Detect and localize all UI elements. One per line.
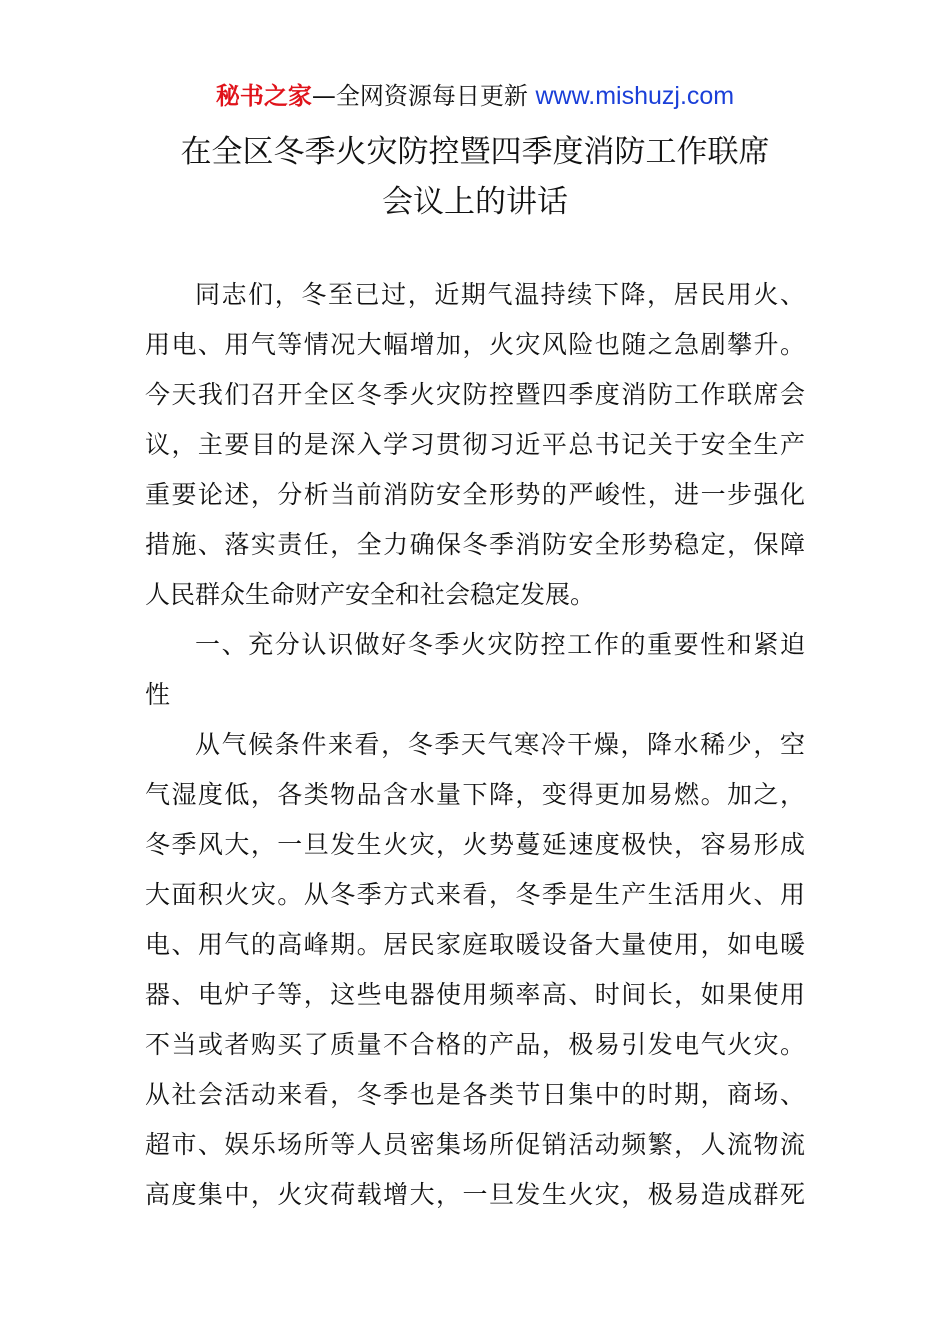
- document-title: [0, 127, 950, 227]
- text-line: 不当或者购买了质量不合格的产品，极易引发电气火灾。: [145, 1030, 805, 1059]
- heading-line: 一、充分认识做好冬季火灾防控工作的重要性和紧迫: [195, 630, 805, 659]
- section-heading-1: [145, 620, 805, 720]
- heading-line: 性: [145, 680, 171, 709]
- text-line: 措施、落实责任，全力确保冬季消防安全形势稳定，保障: [145, 530, 805, 559]
- text-line: 冬季风大，一旦发生火灾，火势蔓延速度极快，容易形成: [145, 830, 805, 859]
- text-line: 电、用气的高峰期。居民家庭取暖设备大量使用，如电暖: [145, 930, 805, 959]
- text-line: 重要论述，分析当前消防安全形势的严峻性，进一步强化: [145, 480, 805, 509]
- title-line-1: 在全区冬季火灾防控暨四季度消防工作联席: [180, 134, 770, 170]
- site-brand: 秘书之家: [215, 82, 312, 110]
- text-line: 从气候条件来看，冬季天气寒冷干燥，降水稀少，空: [195, 730, 805, 759]
- text-line: 大面积火灾。从冬季方式来看，冬季是生产生活用火、用: [145, 880, 805, 909]
- text-line: 从社会活动来看，冬季也是各类节日集中的时期，商场、: [145, 1080, 805, 1109]
- title-line-2: 会议上的讲话: [382, 184, 568, 220]
- text-line: 今天我们召开全区冬季火灾防控暨四季度消防工作联席会: [145, 380, 805, 409]
- text-line: 器、电炉子等，这些电器使用频率高、时间长，如果使用: [145, 980, 805, 1009]
- text-line: 同志们，冬至已过，近期气温持续下降，居民用火、: [195, 280, 805, 309]
- text-line: 人民群众生命财产安全和社会稳定发展。: [145, 580, 596, 609]
- site-tagline: —全网资源每日更新: [311, 82, 528, 110]
- site-banner: [0, 80, 950, 112]
- site-url-link[interactable]: www.mishuzj.com: [535, 82, 735, 110]
- text-line: 高度集中，火灾荷载增大，一旦发生火灾，极易造成群死: [145, 1180, 805, 1209]
- text-line: 用电、用气等情况大幅增加，火灾风险也随之急剧攀升。: [145, 330, 805, 359]
- paragraph-climate: [145, 720, 805, 1220]
- text-line: 议，主要目的是深入学习贯彻习近平总书记关于安全生产: [145, 430, 805, 459]
- paragraph-opening: [145, 270, 805, 620]
- text-line: 超市、娱乐场所等人员密集场所促销活动频繁，人流物流: [145, 1130, 805, 1159]
- document-body: [145, 270, 805, 1220]
- text-line: 气湿度低，各类物品含水量下降，变得更加易燃。加之，: [145, 780, 805, 809]
